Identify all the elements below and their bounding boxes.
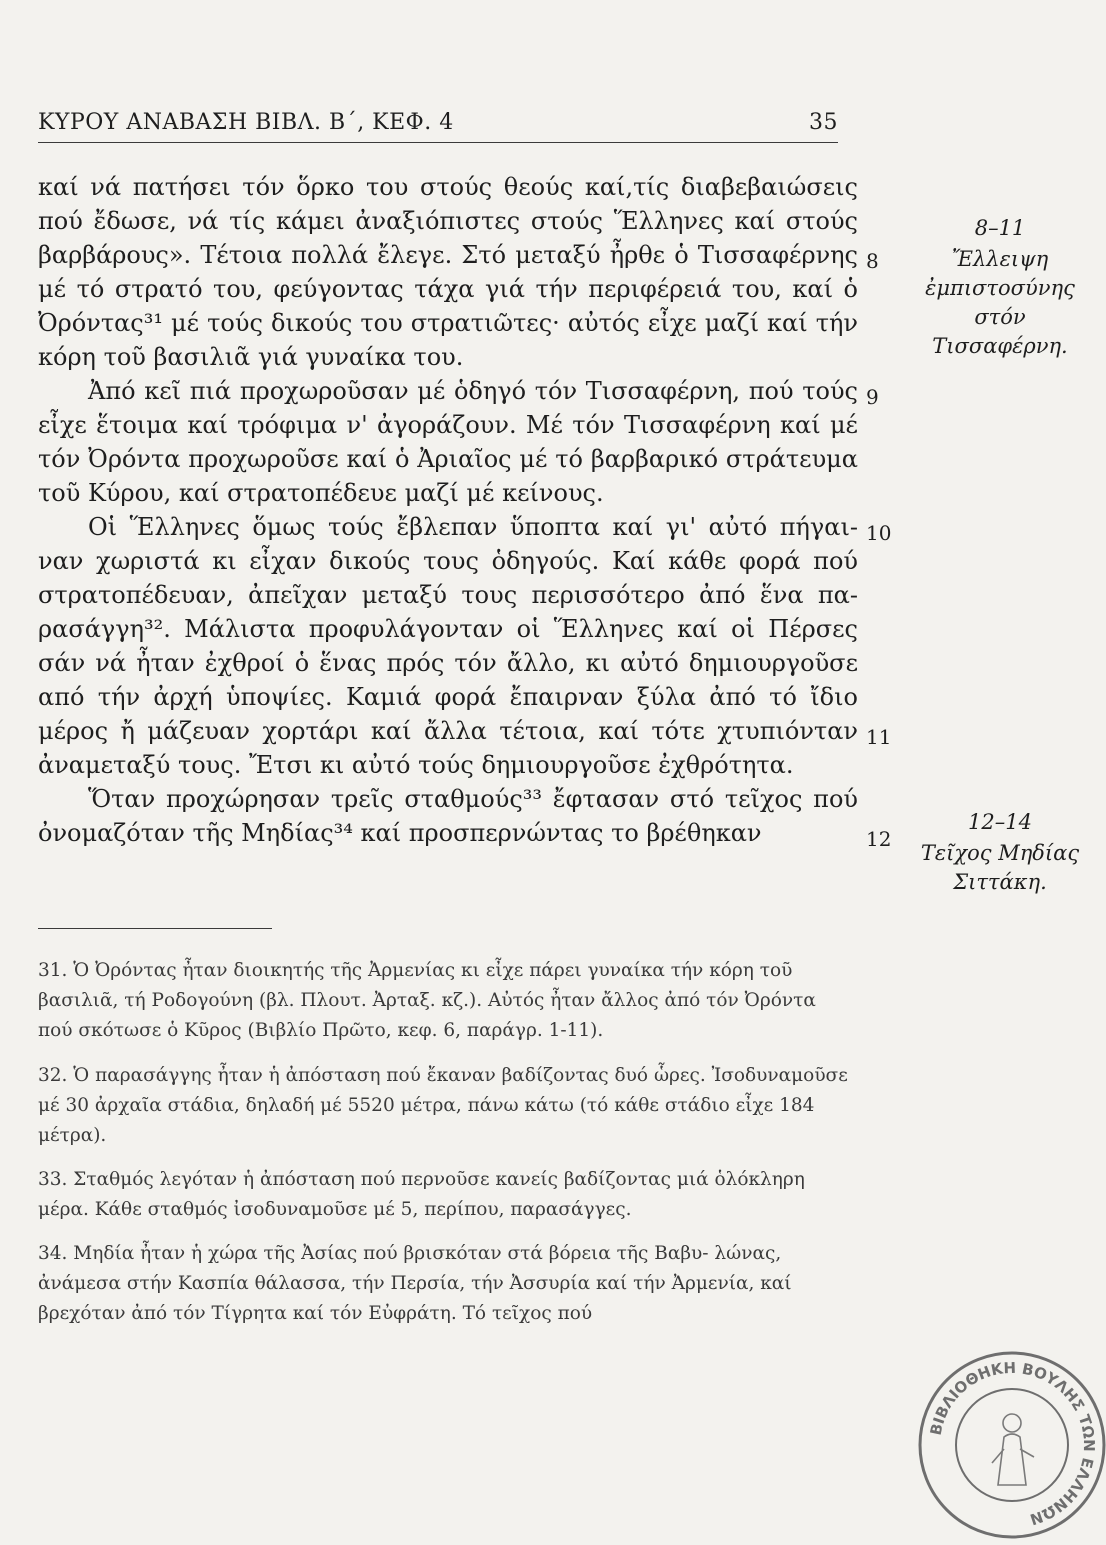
stamp-inner-ring — [956, 1389, 1068, 1501]
text-line: μέ τό στρατό του, φεύγοντας τάχα γιά τήν περιφέρειά του, καί ὁ — [38, 275, 858, 303]
footnote — [38, 956, 853, 1046]
footnote-line: (τό κάθε στάδιο εἶχε 184 μέτρα). — [38, 1095, 815, 1146]
margin-note-text: Τεῖχος Μηδίας — [920, 841, 1080, 865]
text-line: κόρη τοῦ βασιλιᾶ γιά γυναίκα του. — [38, 343, 464, 371]
text-line: Ὀρόντας³¹ μέ τούς δικούς του στρατιῶτες· αὐτός εἶχε μαζί καί τήν — [38, 309, 858, 337]
text-line: σάν νά ἦταν ἐχθροί ὁ ἕνας πρός τόν ἄλλο, κι αὐτό δημιουργοῦσε — [38, 649, 858, 677]
text-line: καί νά πατήσει τόν ὅρκο του στούς θεούς καί,τίς διαβεβαιώσεις — [38, 173, 858, 201]
text-line: από τήν ἀρχή ὑποψίες. Καμιά φορά ἔπαιρναν ξύλα ἀπό τό ἴδιο — [38, 683, 858, 711]
footnote-line: Ἰσοδυναμοῦσε μέ 30 ἀρχαῖα στάδια, δηλαδή μέ 5520 μέτρα, πάνω κάτω — [38, 1065, 848, 1116]
footnote-line: ὁλόκληρη μέρα. Κάθε σταθμός ἰσοδυναμοῦσε μέ 5, περίπου, παρασάγγες. — [38, 1169, 805, 1220]
margin-note-text: ἐμπιστοσύνης — [925, 276, 1075, 300]
text-line: στρατοπέδευαν, ἀπεῖχαν μεταξύ τους περισσότερο ἀπό ἕνα πα- — [38, 581, 858, 609]
text-line: βαρβάρους». Τέτοια πολλά ἔλεγε. Στό μεταξύ ἦρθε ὁ Τισσαφέρνης — [38, 241, 858, 269]
text-line: καί μέ τόν Ὀρόντα προχωροῦσε καί ὁ Ἀριαῖος μέ τό βαρβαρικό — [38, 411, 858, 473]
stamp-figure-icon — [992, 1414, 1034, 1485]
text-line: Ἀπό κεῖ πιά προχωροῦσαν μέ ὁδηγό τόν Τισσαφέρνη, πού — [88, 377, 794, 405]
paragraph — [38, 170, 858, 374]
margin-note-range: 12–14 — [968, 810, 1032, 834]
stamp-text: ΒΙΒΛΙΟΘΗΚΗ ΒΟΥΛΗΣ ΤΩΝ ΕΛΛΗΝΩΝ — [926, 1358, 1099, 1529]
margin-note-range: 8–11 — [974, 216, 1026, 240]
text-line: τούς εἶχε ἕτοιμα καί τρόφιμα ν' ἀγοράζουν. Μέ τόν Τισσαφέρνη — [38, 377, 858, 439]
library-stamp — [912, 1345, 1106, 1545]
section-number: 8 — [866, 249, 879, 273]
footnote-line: 32. Ὁ παρασάγγης ἦταν ἡ ἀπόσταση πού ἔκαναν βαδίζοντας δυό ὧρες. — [38, 1065, 706, 1086]
margin-note — [905, 808, 1095, 897]
footnote-line: λώνας, ἀνάμεσα στήν Κασπία θάλασσα, τήν Περσία, τήν Ἀσσυρία καί τήν — [38, 1243, 782, 1294]
page-number: 35 — [809, 110, 838, 135]
footnote — [38, 1165, 853, 1225]
text-line: μέρος ἤ μάζευαν χορτάρι καί ἄλλα τέτοια, καί τότε χτυπιόνταν — [38, 717, 858, 745]
running-header — [38, 108, 838, 143]
footnote-line: παράγρ. 1-11). — [466, 1020, 604, 1041]
text-line: στράτευμα τοῦ Κύρου, καί στρατοπέδευε μαζί μέ κείνους. — [38, 445, 858, 507]
margin-note-text: Τισσαφέρνη. — [932, 334, 1068, 358]
margin-note-text: στόν — [974, 305, 1026, 329]
footnote-line: ἄλλος ἀπό τόν Ὀρόντα πού σκότωσε ὁ Κῦρος (Βιβλίο Πρῶτο, κεφ. 6, — [38, 990, 816, 1041]
section-number: 9 — [866, 385, 879, 409]
text-line: πού ἔδωσε, νά τίς κάμει ἀναξιόπιστες στούς Ἕλληνες καί στούς — [38, 207, 858, 235]
footnote-line: κόρη τοῦ βασιλιᾶ, τή Ροδογούνη (βλ. Πλουτ. Ἀρταξ. κζ.). Αὐτός ἦταν — [38, 960, 793, 1011]
footnote-line: Ἀρμενία, καί βρεχόταν ἀπό τόν Τίγρητα καί τόν Εὐφράτη. Τό τεῖχος πού — [38, 1273, 792, 1324]
section-number: 12 — [866, 827, 892, 851]
text-line: ἀναμεταξύ τους. Ἔτσι κι αὐτό τούς δημιουργοῦσε ἐχθρότητα. — [38, 751, 794, 779]
margin-note-text: Σιττάκη. — [953, 870, 1047, 894]
running-title: ΚΥΡΟΥ ΑΝΑΒΑΣΗ ΒΙΒΛ. Β΄, ΚΕΦ. 4 — [38, 110, 454, 135]
footnote — [38, 1239, 853, 1329]
text-line: Ὅταν προχώρησαν τρεῖς σταθμούς³³ ἔφτασαν στό τεῖχος πού — [88, 785, 858, 813]
footnote-rule — [38, 928, 272, 929]
stamp-outer-ring — [920, 1353, 1104, 1537]
main-text — [38, 170, 858, 850]
section-number: 10 — [866, 521, 892, 545]
text-line: ρασάγγη³². Μάλιστα προφυλάγονταν οἱ Ἕλληνες καί οἱ Πέρσες — [38, 615, 858, 643]
paragraph — [38, 782, 858, 850]
text-line: ναν χωριστά κι εἶχαν δικούς τους ὁδηγούς. Καί κάθε φορά πού — [38, 547, 858, 575]
section-number: 11 — [866, 725, 892, 749]
footnote-line: 33. Σταθμός λεγόταν ἡ ἀπόσταση πού περνοῦσε κανείς βαδίζοντας μιά — [38, 1169, 709, 1190]
paragraph — [38, 510, 858, 782]
paragraph — [38, 374, 858, 510]
text-line: ὀνομαζόταν τῆς Μηδίας³⁴ καί προσπερνώντας το βρέθηκαν — [38, 819, 762, 847]
margin-note — [905, 214, 1095, 361]
footnote-line: 31. Ὁ Ὀρόντας ἦταν διοικητής τῆς Ἀρμενίας κι εἶχε πάρει γυναίκα τήν — [38, 960, 704, 981]
footnote — [38, 1061, 853, 1151]
text-line: Οἱ Ἕλληνες ὅμως τούς ἔβλεπαν ὕποπτα καί γι' αὐτό πήγαι- — [88, 513, 858, 541]
footnotes — [38, 956, 853, 1329]
footnote-line: 34. Μηδία ἦταν ἡ χώρα τῆς Ἀσίας πού βρισκόταν στά βόρεια τῆς Βαβυ- — [38, 1243, 709, 1264]
margin-note-text: Ἔλλειψη — [951, 247, 1049, 271]
